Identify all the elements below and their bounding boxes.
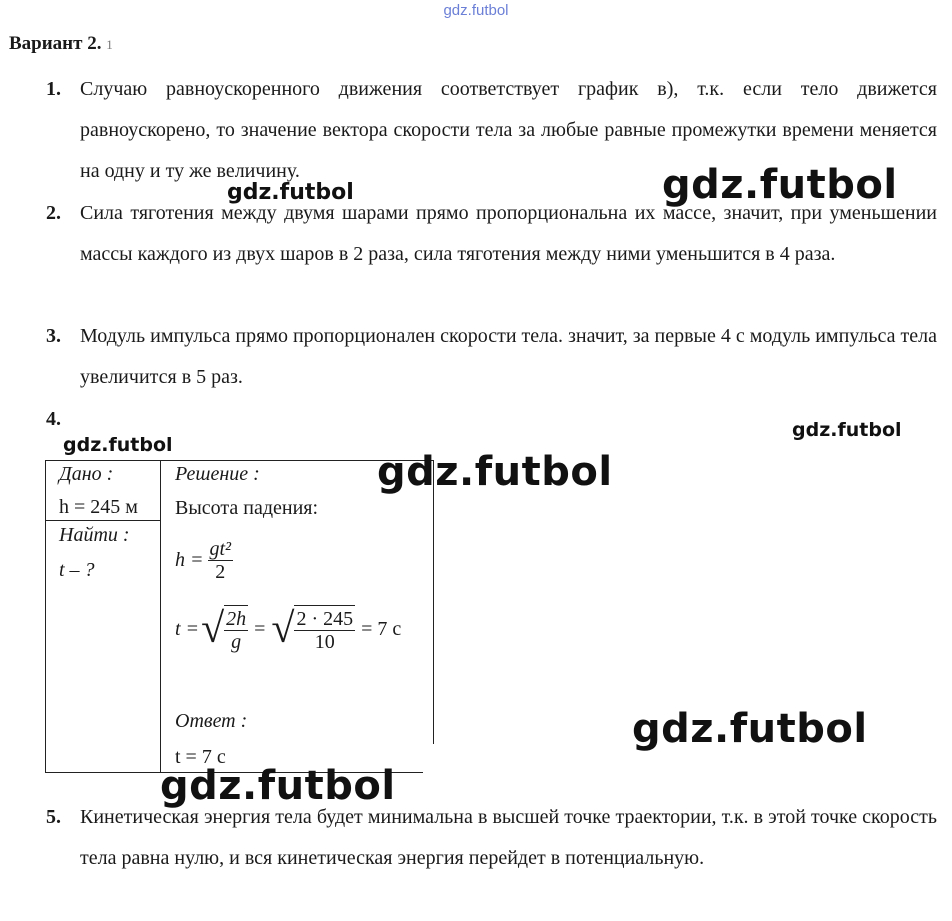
problem-2-text: Сила тяготения между двумя шарами прямо пропорциональна их массе, значит, при уменьшении массы каждого из двух шаров в 2 раза, сила тяготения между ними уменьшится в 4 раза. <box>80 202 937 265</box>
find-value: t – ? <box>59 559 95 581</box>
answer-value: t = 7 с <box>175 746 226 768</box>
given-label: Дано : <box>59 463 114 485</box>
formula-height: h = $\frac{\text{gt²}}{2}$ <box>175 538 232 583</box>
solution-label: Решение : <box>175 463 260 485</box>
solution-table <box>45 460 435 773</box>
problem-1-text: Случаю равноускоренного движения соответствует график в), т.к. если тело движется равноускорено, то значение вектора скорости тела за любые равные промежутки времени меняется на одну и ту же величину. <box>80 78 937 182</box>
problem-3-number: 3. <box>46 325 61 347</box>
sqrt-icon: √ <box>201 606 225 652</box>
watermark: gdz.futbol <box>792 419 902 441</box>
problem-5-text: Кинетическая энергия тела будет минимальна в высшей точке траектории, т.к. в этой точке скорость тела равна нулю, и вся кинетическая энергия перейдет в потенциальную. <box>80 806 937 869</box>
formula-time: t = √ $\frac{2h}{g}$ = √ $\frac{2 \cdot 245}{10}$ = 7 с <box>175 606 402 653</box>
problem-2-number: 2. <box>46 202 61 224</box>
sqrt-icon: √ <box>271 606 295 652</box>
problem-3-text: Модуль импульса прямо пропорционален скорости тела. значит, за первые 4 с модуль импульса тела увеличится в 5 раз. <box>80 325 937 388</box>
problem-4-number: 4. <box>46 408 61 430</box>
watermark: gdz.futbol <box>377 449 613 495</box>
watermark: gdz.futbol <box>227 180 354 205</box>
problem-5-number: 5. <box>46 806 61 828</box>
watermark: gdz.futbol <box>160 763 396 809</box>
given-value: h = 245 м <box>59 496 138 518</box>
top-watermark: gdz.futbol <box>443 2 509 19</box>
variant-title: Вариант 2. 1 <box>9 33 113 54</box>
height-label: Высота падения: <box>175 497 319 519</box>
find-label: Найти : <box>59 524 130 546</box>
watermark: gdz.futbol <box>63 434 173 456</box>
watermark: gdz.futbol <box>632 706 868 752</box>
watermark: gdz.futbol <box>662 162 898 208</box>
problem-1-number: 1. <box>46 78 61 100</box>
answer-label: Ответ : <box>175 710 248 732</box>
